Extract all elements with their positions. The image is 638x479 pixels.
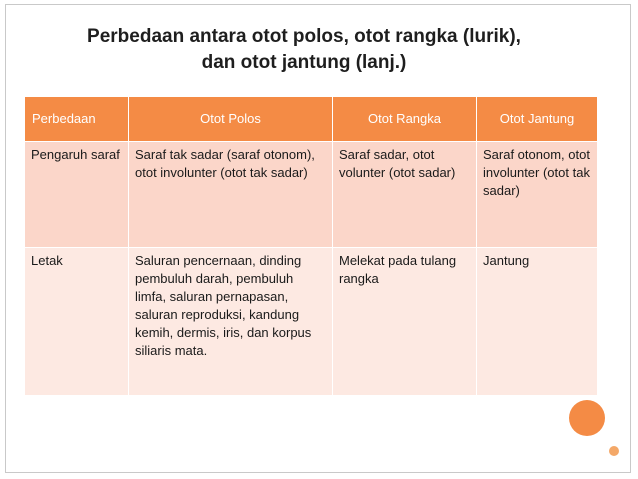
cell-row2-label: Letak: [25, 248, 129, 396]
table-header-row: [25, 97, 598, 142]
decorative-circle-large: [569, 400, 605, 436]
cell-row1-otot-jantung: Saraf otonom, otot involunter (otot tak sadar): [477, 142, 598, 248]
comparison-table: [24, 96, 598, 396]
cell-row1-otot-polos: Saraf tak sadar (saraf otonom), otot involunter (otot tak sadar): [129, 142, 333, 248]
header-otot-rangka: Otot Rangka: [333, 97, 477, 142]
cell-row1-otot-rangka: Saraf sadar, otot volunter (otot sadar): [333, 142, 477, 248]
decorative-circle-small: [609, 446, 619, 456]
table-row: [25, 142, 598, 248]
slide-title-line-2: dan otot jantung (lanj.): [201, 52, 407, 73]
cell-row2-otot-rangka: Melekat pada tulang rangka: [333, 248, 477, 396]
slide-title-line-1: Perbedaan antara otot polos, otot rangka (lurik),: [87, 26, 521, 47]
cell-row2-otot-jantung: Jantung: [477, 248, 598, 396]
cell-row1-label: Pengaruh saraf: [25, 142, 129, 248]
header-perbedaan: Perbedaan: [25, 97, 129, 142]
table-row: [25, 248, 598, 396]
header-otot-jantung: Otot Jantung: [477, 97, 598, 142]
header-otot-polos: Otot Polos: [129, 97, 333, 142]
slide-title: [30, 24, 578, 76]
cell-row2-otot-polos: Saluran pencernaan, dinding pembuluh darah, pembuluh limfa, saluran pernapasan, saluran reproduksi, kandung kemih, dermis, iris, dan korpus siliaris mata.: [129, 248, 333, 396]
